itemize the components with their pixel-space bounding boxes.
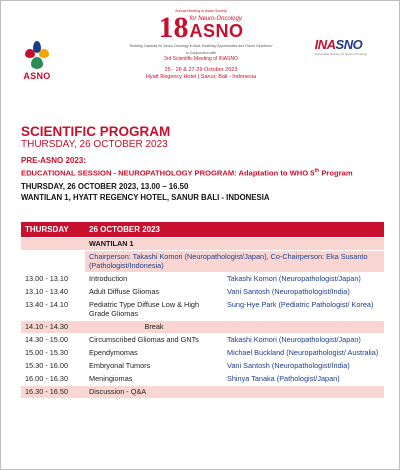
- program-titles: [21, 125, 391, 203]
- chairperson-text: Chairperson: Takashi Komori (Neuropathologist/Japan), Co-Chairperson: Eka Susanto (Pathologist/Indonesia): [85, 250, 384, 272]
- meeting-venue: Hyatt Regency Hotel | Sanur, Bali - Indonesia: [145, 74, 257, 80]
- header-date: 26 OCTOBER 2023: [85, 222, 384, 237]
- asno-logo-text: ASNO: [23, 71, 51, 81]
- tagline: "Building Capacity for Neuro-Oncology in Asia: Enabling Opportunities and Future Directions": [128, 44, 274, 48]
- inasno-subtitle: Indonesian Society for Neuro-Oncology: [314, 52, 367, 56]
- table-row: 15.30 - 16.00 Embryonal Tumors Vani Santosh (Neuropathologist/India): [21, 359, 384, 372]
- inasno-logo: INASNO Indonesian Society for Neuro-Oncology: [314, 37, 367, 56]
- room-row: [21, 237, 384, 250]
- society-line: Annual Meeting of Asian Society: [175, 9, 227, 13]
- session-title: EDUCATIONAL SESSION - NEUROPATHOLOGY PROGRAM: Adaptation to WHO 5th Program: [21, 168, 353, 178]
- scientific-meeting-text: 3rd Scientific Meeting of INASNO: [164, 56, 238, 62]
- asno-flower-icon: [25, 41, 49, 71]
- table-row: 13.40 - 14.10 Pediatric Type Diffuse Low & High Grade Gliomas Sung-Hye Park (Pediatric Pathologist/ Korea): [21, 298, 384, 320]
- break-row: 14.10 - 14.30 Break: [21, 320, 384, 333]
- meeting-header: [111, 9, 291, 80]
- asno-wordmark: ASNO: [189, 21, 244, 41]
- program-date: THURSDAY, 26 OCTOBER 2023: [21, 139, 168, 150]
- schedule-table: [21, 222, 384, 399]
- conjunction-text: In Conjunction with: [185, 51, 217, 55]
- pre-asno-label: PRE-ASNO 2023:: [21, 156, 86, 165]
- header-day: THURSDAY: [21, 222, 85, 237]
- for-neuro-text: for Neuro-Oncology: [189, 16, 242, 22]
- edition-number: 18: [158, 11, 189, 44]
- asno-logo: [15, 41, 59, 93]
- chair-row: [21, 250, 384, 272]
- table-row: 13.10 - 13.40 Adult Diffuse Gliomas Vani Santosh (Neuropathologist/India): [21, 285, 384, 298]
- meeting-dates: 25 - 26 & 27-29 October 2023: [164, 67, 238, 73]
- session-datetime: THURSDAY, 26 OCTOBER 2023, 13.00 – 16.50: [21, 181, 189, 191]
- program-title: SCIENTIFIC PROGRAM: [21, 124, 171, 139]
- room-name: WANTILAN 1: [85, 237, 384, 250]
- table-row: 16.00 - 16.30 Meningiomas Shinya Tanaka (Pathologist/Japan): [21, 372, 384, 385]
- session-location: WANTILAN 1, HYATT REGENCY HOTEL, SANUR BALI - INDONESIA: [21, 192, 270, 202]
- discussion-row: 16.30 - 16.50 Discussion - Q&A: [21, 385, 384, 398]
- table-row: 13.00 - 13.10 Introduction Takashi Komori (Neuropathologist/Japan): [21, 272, 384, 285]
- table-row: 15.00 - 15.30 Ependymomas Michael Buckland (Neuropathologist/ Australia): [21, 346, 384, 359]
- table-header-row: [21, 222, 384, 237]
- table-row: 14.30 - 15.00 Circumscribed Gliomas and GNTs Takashi Komori (Neuropathologist/Japan): [21, 333, 384, 346]
